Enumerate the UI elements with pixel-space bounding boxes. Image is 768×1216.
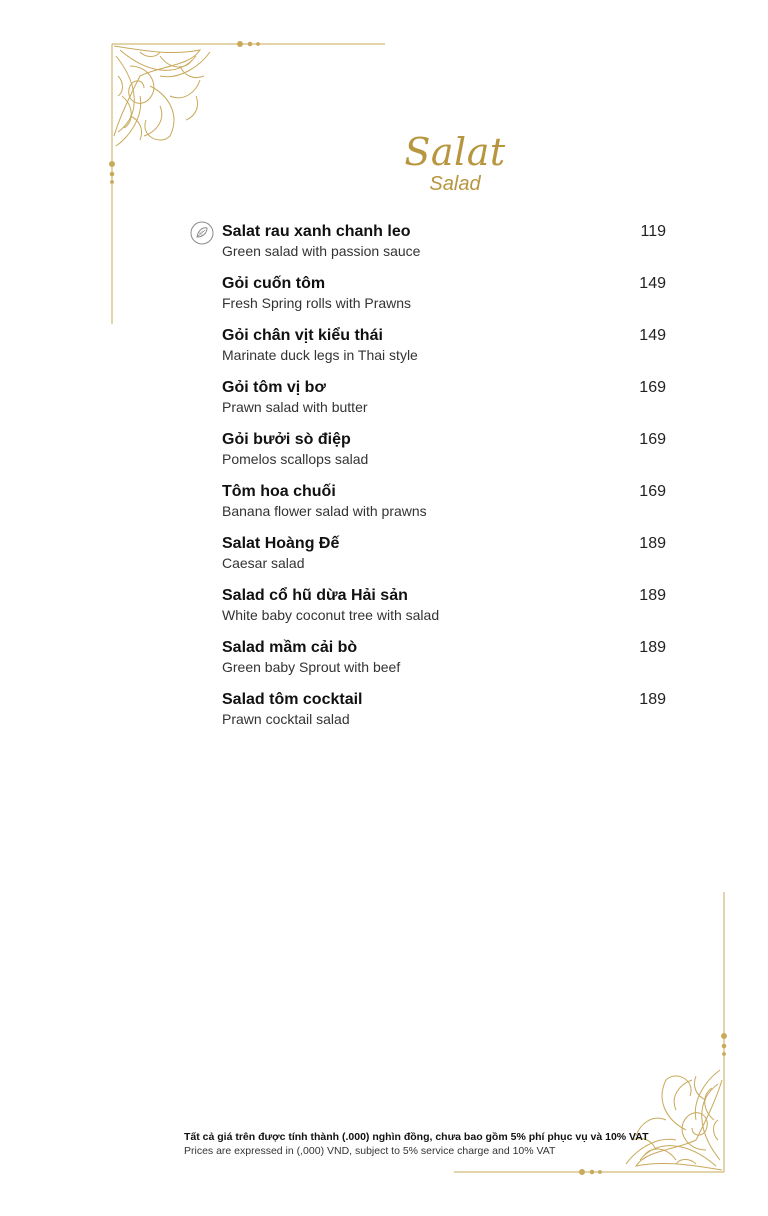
menu-item xyxy=(222,482,668,534)
item-description: Green baby Sprout with beef xyxy=(222,659,401,675)
item-name: Salad cổ hũ dừa Hải sản xyxy=(222,587,408,604)
item-price: 119 xyxy=(640,223,666,240)
item-description: White baby coconut tree with salad xyxy=(222,607,440,623)
item-description: Prawn cocktail salad xyxy=(222,711,350,727)
item-price: 169 xyxy=(639,379,666,396)
item-description: Pomelos scallops salad xyxy=(222,451,369,467)
menu-item xyxy=(222,586,668,638)
item-name: Salad mầm cải bò xyxy=(222,639,358,656)
item-name: Gỏi chân vịt kiểu thái xyxy=(222,327,383,344)
item-description: Prawn salad with butter xyxy=(222,399,368,415)
menu-item xyxy=(222,690,668,742)
item-price: 189 xyxy=(639,639,666,656)
item-price: 189 xyxy=(639,691,666,708)
item-price: 169 xyxy=(639,431,666,448)
section-title-english: Salad xyxy=(429,173,481,195)
menu-item xyxy=(222,274,668,326)
menu-item xyxy=(222,378,668,430)
menu-item xyxy=(222,222,668,274)
menu-list xyxy=(222,222,668,742)
price-note-english: Prices are expressed in (,000) VND, subject to 5% service charge and 10% VAT xyxy=(184,1145,556,1157)
item-price: 149 xyxy=(639,327,666,344)
menu-item xyxy=(222,326,668,378)
item-name: Salat Hoàng Đế xyxy=(222,535,340,552)
item-price: 189 xyxy=(639,535,666,552)
menu-item xyxy=(222,430,668,482)
menu-item xyxy=(222,638,668,690)
item-description: Fresh Spring rolls with Prawns xyxy=(222,295,412,311)
price-note-vietnamese: Tất cả giá trên được tính thành (.000) nghìn đồng, chưa bao gồm 5% phí phục vụ và 10% VAT xyxy=(184,1131,649,1143)
item-description: Marinate duck legs in Thai style xyxy=(222,347,418,363)
price-note xyxy=(184,1130,649,1158)
item-name: Gỏi bưởi sò điệp xyxy=(222,431,351,448)
section-title-vietnamese: Salat xyxy=(404,130,506,174)
section-heading xyxy=(380,130,530,196)
item-name: Gỏi tôm vị bơ xyxy=(222,379,326,396)
item-description: Banana flower salad with prawns xyxy=(222,503,427,519)
veg-leaf-icon xyxy=(190,221,214,245)
item-name: Gỏi cuốn tôm xyxy=(222,275,326,292)
item-name: Salad tôm cocktail xyxy=(222,691,363,708)
item-description: Green salad with passion sauce xyxy=(222,243,421,259)
item-name: Salat rau xanh chanh leo xyxy=(222,223,411,240)
item-price: 189 xyxy=(639,587,666,604)
item-price: 169 xyxy=(639,483,666,500)
item-description: Caesar salad xyxy=(222,555,305,571)
menu-item xyxy=(222,534,668,586)
item-price: 149 xyxy=(639,275,666,292)
item-name: Tôm hoa chuối xyxy=(222,483,336,500)
